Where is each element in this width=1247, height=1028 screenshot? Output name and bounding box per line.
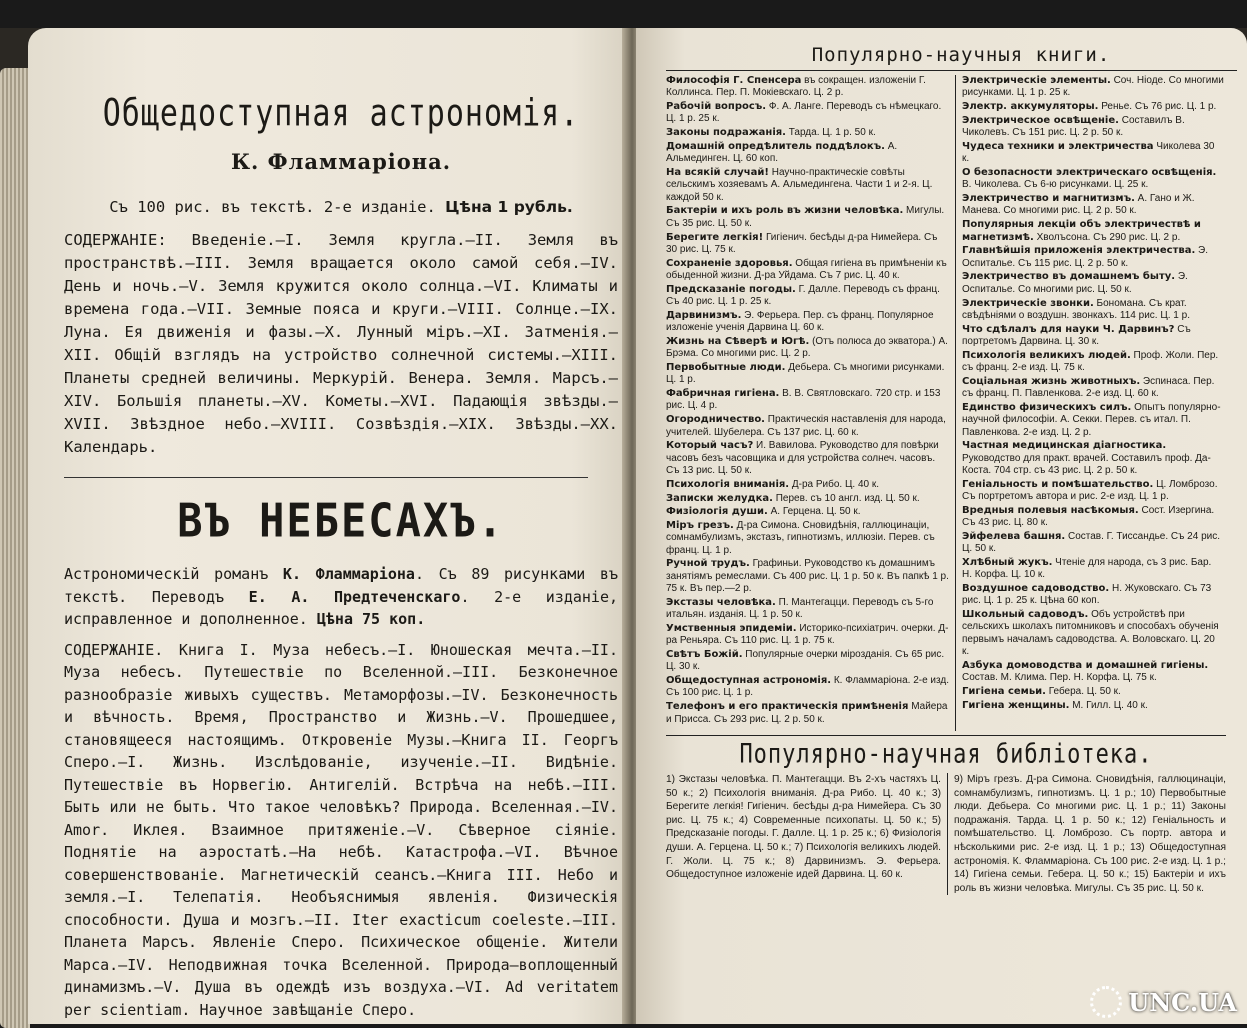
book1-author: К. Фламмаріона. <box>230 149 452 174</box>
catalog-entry-text: Практическія наставленія для народа, учителей. Шубелера. Съ 137 рис. Ц. 60 к. <box>666 414 946 438</box>
catalog-entry-text: Соч. Нiоде. Со многими рисунками. Ц. 1 р. 25 к. <box>962 75 1224 99</box>
catalog-entry-title: Гигіена женщины. <box>962 699 1070 711</box>
catalog-entry-title: Домашній опредѣлитель поддѣлокъ. <box>666 140 885 152</box>
catalog-entry <box>666 623 949 648</box>
site-watermark <box>1090 986 1237 1018</box>
catalog-entry <box>962 660 1224 685</box>
catalog-entry <box>666 167 949 204</box>
catalog-entry-text: Ф. А. Ланге. Переводъ съ нѣмецкаго. Ц. 1 р. 25 к. <box>666 101 942 125</box>
catalog-entry-title: Умственныя эпидеміи. <box>666 622 797 634</box>
catalog-entry <box>666 440 949 477</box>
catalog-entry-title: Общедоступная астрономія. <box>666 675 832 687</box>
catalog-entry-text: Хволъсона. Съ 290 рис. Ц. 2 р. <box>1033 231 1181 243</box>
catalog-entry <box>962 583 1224 608</box>
catalog-entry-text: Г. Далле. Переводъ съ франц. Съ 40 рис. Ц. 1 р. 25 к. <box>666 283 940 308</box>
catalog-entry-text: Проф. Жоли. Пер. съ франц. 2-е изд. Ц. 75 к. <box>962 349 1219 374</box>
catalog-entry-title: Электрическіе звонки. <box>962 297 1094 309</box>
catalog-entry-text: (Отъ полюса до экватора.) А. Брэма. Со многими рис. Ц. 2 р. <box>666 335 948 360</box>
catalog-entry-title: Популярныя лекціи объ электричествѣ и магнетизмѣ. <box>962 219 1201 243</box>
catalog-entry-text: Дебьера. Съ многими рисунками. Ц. 1 р. <box>666 362 945 386</box>
catalog-entry <box>962 531 1224 556</box>
catalog-entry-text: Съ портретомъ Дарвина. Ц. 30 к. <box>962 323 1191 347</box>
right-page <box>636 28 1247 1024</box>
catalog-entry-text: Ц. Ломброзо. Съ портретомъ автора и рис. 2-е изд. Ц. 1 р. <box>962 478 1218 502</box>
catalog-entry <box>666 493 949 505</box>
catalog-entry <box>666 558 949 595</box>
watermark-logo-icon <box>1090 986 1122 1018</box>
left-page <box>28 28 632 1024</box>
library-rule <box>666 735 1226 736</box>
catalog-entry <box>666 258 949 283</box>
catalog-entry <box>962 167 1224 192</box>
catalog-entry-text: Ренье. Съ 76 рис. Ц. 1 р. <box>1098 101 1217 113</box>
catalog-entry <box>666 520 949 557</box>
catalog-entry-title: Свѣтъ Божій. <box>666 649 743 661</box>
catalog-entry-title: Законы подражанія. <box>666 127 786 139</box>
book2-desc-part: . Съ 89 рисунками въ текстѣ. Переводъ <box>64 565 618 606</box>
catalog-entry-text: А. Герцена. Ц. 50 к. <box>767 506 861 518</box>
book1-contents: СОДЕРЖАНІЕ: Введеніе.—I. Земля кругла.—II. Земля въ пространствѣ.—III. Земля вращается около самой себя.—IV. День и ночь.—V. Земля кружится около солнца.—VI. Климаты и времена года.—VII. Земные пояса и круги.—VIII. Солнце.—IX. Луна. Ея движенія и фазы.—X. Лунный міръ.—XI. Затменія.—XII. Общій взглядъ на устройство солнечной системы.—XIII. Планеты средней величины. Меркурій. Венера. Земля. Марсъ.—XIV. Большія планеты.—XV. Кометы.—XVI. Падающія звѣзды.—XVII. Звѣздное небо.—XVIII. Созвѣздія.—XIX. Звѣзды.—XX. Календарь. <box>64 231 618 456</box>
catalog-entry-title: Міръ грезъ. <box>666 520 734 532</box>
catalog-entry-title: Главнѣйшія приложенія электричества. <box>962 245 1196 257</box>
catalog-entry <box>962 505 1224 530</box>
catalog-entry-title: Ручной трудъ. <box>666 558 750 570</box>
catalog-entry-title: Предсказаніе погоды. <box>666 283 796 295</box>
catalog-entry-title: Экстазы человѣка. <box>666 596 776 608</box>
catalog-entry-title: Электрическое освѣщеніе. <box>962 114 1119 126</box>
catalog-entry-text: Гигіенич. бесѣды д-ра Нимейера. Съ 30 рис. Ц. 75 к. <box>666 231 938 255</box>
catalog-entry-text: Тарда. Ц. 1 р. 50 к. <box>785 127 876 139</box>
catalog-entry-text: П. Мантегацци. Переводъ съ 5-го итальян. изданія. Ц. 1 р. 50 к. <box>666 596 934 621</box>
catalog-entry-title: Рабочій вопросъ. <box>666 101 767 113</box>
library-columns <box>666 773 1237 895</box>
catalog-entry-title: Электричество въ домашнемъ быту. <box>962 271 1176 283</box>
book1-title: Общедоступная астрономія. <box>102 91 580 136</box>
catalog-entry-title: О безопасности электрическаго освѣщенія. <box>962 167 1217 179</box>
catalog-entry-title: Электр. аккумуляторы. <box>962 101 1099 113</box>
catalog-entry <box>962 686 1224 698</box>
catalog-entry <box>962 402 1224 439</box>
catalog-columns <box>666 75 1237 731</box>
library-column-left: 1) Экстазы человѣка. П. Мантегацци. Въ 2-хъ частяхъ Ц. 50 к.; 2) Психологія вниманія. Д-ра Рибо. Ц. 40 к.; 3) Берегите легкія! Гигіенич. бесѣды д-ра Нимейера. Съ 30 рис. Ц. 75 к.; 4) Современные психопаты. Ц. 50 к.; 5) Предсказаніе погоды. Г. Далле. Ц. 1 р. 25 к.; 6) Физіологія души. А. Герцена. Ц. 50 к.; 7) Психологія великихъ людей. Г. Жоли. Ц. 75 к.; 8) Дарвинизмъ. Э. Ферьера. Общедоступное изложеніе идей Дарвина. Ц. 60 к. <box>666 773 948 895</box>
catalog-entry-title: Эйфелева башня. <box>962 530 1066 542</box>
catalog-entry-text: Э. Оспиталье. Со многими рис. Ц. 50 к. <box>962 271 1188 295</box>
catalog-entry-text: А. Альмединген. Ц. 60 коп. <box>666 140 898 165</box>
catalog-entry-text: Популярные очерки мірозданія. Съ 65 рис. Ц. 30 к. <box>666 649 945 673</box>
catalog-entry-title: Хлѣбный жукъ. <box>962 556 1053 568</box>
catalog-entry-text: Состав. М. Клима. Пер. Н. Корфа. Ц. 75 к. <box>962 672 1157 684</box>
catalog-entry-text: Опытъ популярно-научной философіи. А. Секки. Перев. съ итал. П. Павленкова. 2-е изд. Ц. 2 р. <box>962 401 1221 438</box>
catalog-entry <box>962 219 1224 244</box>
catalog-entry <box>962 376 1224 401</box>
book2-author: К. Фламмаріона <box>282 565 415 583</box>
catalog-entry <box>962 479 1224 504</box>
catalog-entry <box>962 115 1224 140</box>
catalog-entry-text: Составилъ В. Чиколевъ. Съ 151 рис. Ц. 2 р. 50 к. <box>962 114 1185 139</box>
catalog-entry <box>666 649 949 674</box>
catalog-entry <box>962 101 1224 113</box>
catalog-entry-text: Д-ра Рибо. Ц. 40 к. <box>789 478 880 490</box>
catalog-entry-title: Сохраненіе здоровья. <box>666 257 793 269</box>
catalog-entry-title: На всякій случай! <box>666 167 769 179</box>
section-divider <box>64 477 588 478</box>
catalog-entry-title: Огородничество. <box>666 414 765 426</box>
catalog-entry-text: въ сокращен. изложеніи Г. Коллинса. Пер. П. Мокіевскаго. Ц. 2 р. <box>666 75 926 99</box>
catalog-entry-text: В. В. Святловскаго. 720 стр. и 153 рис. Ц. 4 р. <box>666 388 941 412</box>
catalog-entry-text: Бономана. Съ крат. свѣдѣніями о воздушн. звонкахъ. 114 рис. Ц. 1 р. <box>962 297 1190 321</box>
catalog-entry <box>666 232 949 257</box>
catalog-entry-text: Перев. съ 10 англ. изд. Ц. 50 к. <box>772 492 920 504</box>
catalog-entry-text: Сост. Изергина. Съ 43 рис. Ц. 80 к. <box>962 504 1215 529</box>
catalog-entry-title: Электричество и магнитизмъ. <box>962 193 1135 205</box>
catalog-entry <box>666 701 949 726</box>
catalog-entry <box>962 271 1224 296</box>
catalog-entry <box>666 336 949 361</box>
catalog-entry-title: Частная медицинская діагностика. <box>962 440 1167 452</box>
catalog-entry <box>666 414 949 439</box>
catalog-entry-text: Э. Ферьера. Пер. съ франц. Популярное изложеніе ученія Дарвина Ц. 60 к. <box>666 309 934 334</box>
catalog-entry-title: Берегите легкія! <box>666 231 764 243</box>
catalog-entry <box>666 284 949 309</box>
right-page-header: Популярно-научныя книги. <box>811 44 1111 66</box>
catalog-entry-title: Записки желудка. <box>666 492 773 504</box>
catalog-entry <box>666 388 949 413</box>
catalog-entry-text: В. Чиколева. Съ 6-ю рисунками. Ц. 25 к. <box>962 179 1149 191</box>
book1-info <box>64 196 618 219</box>
catalog-entry-title: Дарвинизмъ. <box>666 309 742 321</box>
catalog-entry-text: Графиньи. Руководство къ домашнимъ занятіямъ ремеслами. Съ 400 рис. Ц. 1 р. 50 к. Въ папкѣ 1 р. 75 к. Въ пер.—2 р. <box>666 558 949 595</box>
catalog-entry-text: Э. Оспиталье. Съ 115 рис. Ц. 2 р. 50 к. <box>962 245 1209 269</box>
catalog-entry-title: Который часъ? <box>666 440 754 452</box>
catalog-entry-text: М. Гилл. Ц. 40 к. <box>1069 699 1148 711</box>
catalog-entry <box>962 298 1224 323</box>
catalog-entry <box>666 362 949 387</box>
catalog-entry <box>666 506 949 518</box>
catalog-entry-text: Майера и Присса. Съ 293 рис. Ц. 2 р. 50 к. <box>666 701 948 725</box>
page-edges <box>0 68 30 1028</box>
catalog-entry <box>962 245 1224 270</box>
catalog-entry-text: Гебера. Ц. 50 к. <box>1045 685 1121 697</box>
catalog-entry <box>962 193 1224 218</box>
catalog-entry-text: Эспинаса. Пер. съ франц. П. Павленкова. 2-е изд. Ц. 60 к. <box>962 375 1215 400</box>
catalog-entry <box>962 609 1224 658</box>
catalog-entry <box>962 324 1224 349</box>
catalog-entry-title: Что сдѣлалъ для науки Ч. Дарвинъ? <box>962 323 1175 335</box>
catalog-column-left <box>666 75 956 731</box>
catalog-entry <box>962 557 1224 582</box>
catalog-entry-text: А. Гано и Ж. Манева. Со многими рис. Ц. 2 р. 50 к. <box>962 193 1195 217</box>
catalog-entry <box>666 597 949 622</box>
book1-info-text: Съ 100 рис. въ текстѣ. 2-е изданіе. <box>109 198 436 216</box>
catalog-entry <box>666 127 949 139</box>
catalog-entry-title: Гигіена семьи. <box>962 685 1046 697</box>
catalog-entry-title: Психологія вниманія. <box>666 478 790 490</box>
catalog-entry-title: Первобытные люди. <box>666 362 786 374</box>
header-rule <box>666 70 1237 71</box>
catalog-entry-title: Психологія великихъ людей. <box>962 349 1131 361</box>
catalog-entry-title: Геніальность и помѣшательство. <box>962 478 1154 490</box>
book2-desc-part: Астрономическій романъ <box>64 565 283 583</box>
book2-price: Цѣна 75 коп. <box>316 610 426 628</box>
book1-price: Цѣна 1 рубль. <box>445 198 573 216</box>
catalog-entry-text: Общая гигіена въ примѣненіи къ обыденной жизни. Д-ра Уйдама. Съ 7 рис. Ц. 40 к. <box>666 257 947 281</box>
catalog-entry-text: Чиколева 30 к. <box>962 140 1215 165</box>
catalog-entry-text: Мигулы. Съ 35 рис. Ц. 50 к. <box>666 205 945 229</box>
watermark-text: UNC.UA <box>1128 987 1237 1017</box>
catalog-entry-text: Объ устройствѣ при сельскихъ школахъ питомниковъ и способахъ обученія первымъ началамъ садоводства. А. Воловскаго. Ц. 20 к. <box>962 609 1219 658</box>
catalog-entry <box>666 141 949 166</box>
catalog-entry <box>666 675 949 700</box>
book2-title: ВЪ НЕБЕСАХЪ. <box>177 493 505 548</box>
catalog-entry <box>666 101 949 126</box>
catalog-entry-title: Азбука домоводства и домашней гигіены. <box>962 659 1209 671</box>
catalog-entry-title: Вредныя полевыя насѣкомыя. <box>962 504 1139 516</box>
catalog-entry-title: Воздушное садоводство. <box>962 583 1110 595</box>
catalog-entry-title: Школьный садоводъ. <box>962 609 1089 621</box>
catalog-entry <box>666 75 949 100</box>
catalog-entry <box>666 310 949 335</box>
catalog-entry <box>666 205 949 230</box>
catalog-entry-text: Научно-практическіе совѣты сельскимъ хозяевамъ А. Альмедингена. Части 1 и 2-я. Ц. каждой 50 к. <box>666 167 933 203</box>
catalog-entry-title: Философія Г. Спенсера <box>666 75 802 86</box>
catalog-entry-text: Историко-психіатрич. очерки. Д-ра Реньяра. Съ 110 рис. Ц. 1 р. 75 к. <box>666 622 949 647</box>
catalog-entry-text: Состав. Г. Тиссандье. Съ 24 рис. Ц. 50 к. <box>962 530 1220 555</box>
book2-desc-part: . 2-е изданіе, исправленное и дополненное. <box>64 587 619 628</box>
catalog-entry-text: Н. Жуковскаго. Съ 73 рис. Ц. 1 р. 25 к. Цѣна 60 коп. <box>962 583 1212 607</box>
catalog-entry-title: Электрическіе элементы. <box>962 75 1111 86</box>
catalog-entry <box>666 479 949 491</box>
catalog-entry-text: К. Фламмаріона. 2-е изд. Съ 100 рис. Ц. 1 р. <box>666 675 949 699</box>
library-title: Популярно-научная библіотека. <box>739 739 1153 770</box>
catalog-entry-title: Физіологія души. <box>666 506 768 518</box>
catalog-entry-title: Чудеса техники и электричества <box>962 140 1154 152</box>
catalog-entry <box>962 141 1224 166</box>
catalog-entry-text: Д-ра Симона. Сновидѣнія, галлюцинаціи, сомнамбулизмъ, экстазъ, гипнотизмъ, иллюзіи. Перев. съ франц. Ц. 1 р. <box>666 520 935 556</box>
catalog-entry-title: Жизнь на Сѣверѣ и Югѣ. <box>666 335 810 347</box>
catalog-column-right <box>956 75 1224 731</box>
catalog-entry <box>962 75 1224 100</box>
catalog-entry-text: Руководство для практ. врачей. Составилъ проф. Да-Коста. 704 стр. съ 43 рис. Ц. 2 р. 50 к. <box>962 452 1211 476</box>
catalog-entry-text: Чтеніе для народа, съ 3 рис. Бар. Н. Корфа. Ц. 10 к. <box>962 556 1212 581</box>
catalog-entry-text: И. Вавилова. Руководство для повѣрки часовъ безъ часовщика и для устройства солнеч. часовъ. Съ 13 рис. Ц. 50 к. <box>666 440 939 476</box>
book2-translator: Е. А. Предтеченскаго <box>248 587 461 606</box>
catalog-entry-title: Телефонъ и его практическія примѣненія <box>666 701 909 713</box>
catalog-entry <box>962 700 1224 712</box>
catalog-entry-title: Бактеріи и ихъ роль въ жизни человѣка. <box>666 205 904 217</box>
catalog-entry-title: Фабричная гигіена. <box>666 388 780 400</box>
book2-contents: СОДЕРЖАНІЕ. Книга I. Муза небесъ.—I. Юношеская мечта.—II. Муза небесъ. Путешествіе по Вселенной.—III. Безконечное разнообразіе живыхъ существъ. Метаморфозы.—IV. Безконечность и вѣчность. Время, Пространство и Жизнь.—V. Прошедшее, становящееся настоящимъ. Откровеніе Музы.—Книга II. Георгъ Сперо.—I. Жизнь. Изслѣдованіе, изученіе.—II. Видѣніе. Путешествіе въ Норвегію. Антигелій. Встрѣча на небѣ.—III. Быть или не быть. Что такое человѣкъ? Природа. Вселенная.—IV. Amor. Иклея. Взаимное притяженіе.—V. Сѣверное сіяніе. Поднятіе на аэростатѣ.—На небѣ. Катастрофа.—VI. Вѣчное совершенствованіе. Магнетическій сеансъ.—Книга III. Небо и земля.—I. Телепатія. Необъяснимыя явленія. Физическія способности. Душа и мозгъ.—II. Iter exacticum coeleste.—III. Планета Марсъ. Явленіе Сперо. Психическое общеніе. Жители Марса.—IV. Неподвижная точка Вселенной. Природа—воплощенный динамизмъ.—V. Душа въ одеждѣ изъ воздуха.—VI. Ad veritatem per scientiam. Научное завѣщаніе Сперо. <box>64 640 618 1019</box>
catalog-entry <box>962 440 1224 477</box>
catalog-entry-title: Соціальная жизнь животныхъ. <box>962 375 1141 387</box>
catalog-entry <box>962 350 1224 375</box>
open-book <box>0 28 1247 1024</box>
library-column-right: 9) Міръ грезъ. Д-ра Симона. Сновидѣнія, галлюцинаціи, сомнамбулизмъ, гипнотизмъ. Ц. 1 р.; 10) Первобытные люди. Дебьера. Со многими рис. Ц. 1 р.; 11) Законы подражанія. Тарда. Ц. 1 р. 50 к.; 12) Геніальность и помѣшательство. Ц. Ломброзо. Съ портр. автора и нѣсколькими рис. 2-е изд. Ц. 1 р.; 13) Общедоступная астрономія. К. Фламмаріона. Съ 100 рис. 2-е изд. Ц. 1 р.; 14) Гигіена семьи. Гебера. Ц. 50 к.; 15) Бактеріи и ихъ роль въ жизни человѣка. Мигулы. Съ 35 рис. Ц. 50 к. <box>954 774 1226 894</box>
catalog-entry-title: Единство физическихъ силъ. <box>962 401 1132 413</box>
book2-description <box>64 563 618 631</box>
